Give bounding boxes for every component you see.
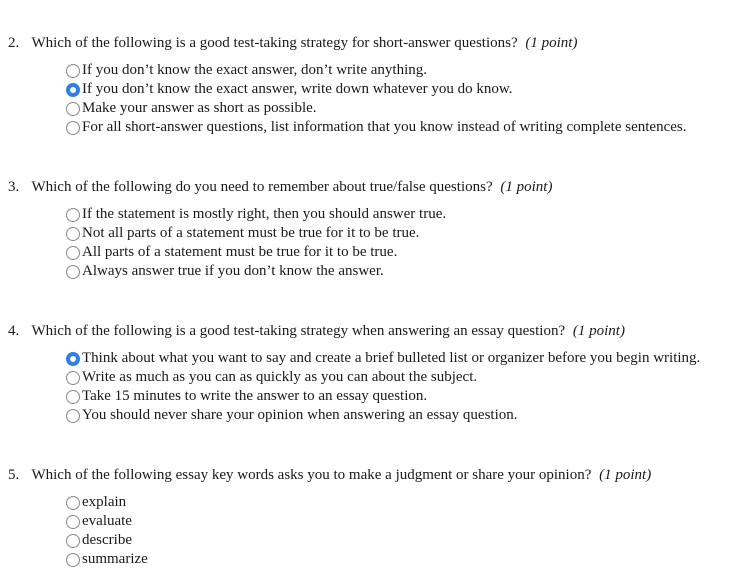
answer-option[interactable] <box>66 512 148 531</box>
radio-button[interactable] <box>66 553 80 567</box>
radio-button[interactable] <box>66 496 80 510</box>
answer-label: You should never share your opinion when answering an essay question. <box>82 407 518 423</box>
answer-label: summarize <box>82 551 148 567</box>
answer-option[interactable] <box>66 205 446 224</box>
radio-button[interactable] <box>66 83 80 97</box>
question-prompt <box>8 34 577 52</box>
answer-option[interactable] <box>66 493 148 512</box>
answer-option[interactable] <box>66 61 686 80</box>
question-points: (1 point) <box>500 179 553 195</box>
radio-button[interactable] <box>66 390 80 404</box>
answer-label: For all short-answer questions, list information that you know instead of writing complete sentences. <box>82 119 687 135</box>
question-prompt <box>8 178 552 196</box>
answer-options <box>66 349 700 425</box>
question-text: Which of the following is a good test-taking strategy for short-answer questions? <box>31 35 518 51</box>
answer-label: All parts of a statement must be true for it to be true. <box>82 244 398 260</box>
answer-option[interactable] <box>66 118 686 137</box>
question-points: (1 point) <box>599 467 652 483</box>
question-points: (1 point) <box>525 35 578 51</box>
question-number: 5. <box>8 467 20 483</box>
question-text: Which of the following is a good test-taking strategy when answering an essay question? <box>31 323 566 339</box>
question-text: Which of the following do you need to remember about true/false questions? <box>31 179 493 195</box>
answer-label: If you don’t know the exact answer, don’t write anything. <box>82 62 428 78</box>
question-number: 4. <box>8 323 20 339</box>
answer-label: Not all parts of a statement must be true for it to be true. <box>82 225 420 241</box>
answer-label: If the statement is mostly right, then you should answer true. <box>82 206 447 222</box>
answer-option[interactable] <box>66 99 686 118</box>
answer-label: If you don’t know the exact answer, write down whatever you do know. <box>82 81 513 97</box>
answer-option[interactable] <box>66 80 686 99</box>
radio-button[interactable] <box>66 102 80 116</box>
answer-options <box>66 205 446 281</box>
answer-option[interactable] <box>66 243 446 262</box>
answer-option[interactable] <box>66 349 700 368</box>
question-prompt <box>8 466 651 484</box>
radio-button[interactable] <box>66 515 80 529</box>
answer-label: Think about what you want to say and create a brief bulleted list or organizer before you begin writing. <box>82 350 701 366</box>
answer-option[interactable] <box>66 550 148 569</box>
radio-button[interactable] <box>66 64 80 78</box>
answer-option[interactable] <box>66 406 700 425</box>
question-number: 3. <box>8 179 20 195</box>
radio-button[interactable] <box>66 121 80 135</box>
radio-button[interactable] <box>66 409 80 423</box>
answer-label: evaluate <box>82 513 132 529</box>
radio-button[interactable] <box>66 265 80 279</box>
answer-label: explain <box>82 494 127 510</box>
answer-options <box>66 61 686 137</box>
answer-label: Take 15 minutes to write the answer to an essay question. <box>82 388 428 404</box>
answer-option[interactable] <box>66 531 148 550</box>
answer-label: Write as much as you can as quickly as you can about the subject. <box>82 369 478 385</box>
question-text: Which of the following essay key words asks you to make a judgment or share your opinion? <box>31 467 592 483</box>
answer-option[interactable] <box>66 368 700 387</box>
answer-options <box>66 493 148 569</box>
answer-label: Always answer true if you don’t know the answer. <box>82 263 384 279</box>
radio-button[interactable] <box>66 352 80 366</box>
radio-button[interactable] <box>66 246 80 260</box>
question-number: 2. <box>8 35 20 51</box>
answer-option[interactable] <box>66 262 446 281</box>
answer-option[interactable] <box>66 387 700 406</box>
radio-button[interactable] <box>66 371 80 385</box>
answer-label: describe <box>82 532 132 548</box>
radio-button[interactable] <box>66 208 80 222</box>
answer-label: Make your answer as short as possible. <box>82 100 317 116</box>
question-prompt <box>8 322 625 340</box>
answer-option[interactable] <box>66 224 446 243</box>
question-points: (1 point) <box>572 323 625 339</box>
radio-button[interactable] <box>66 534 80 548</box>
radio-button[interactable] <box>66 227 80 241</box>
